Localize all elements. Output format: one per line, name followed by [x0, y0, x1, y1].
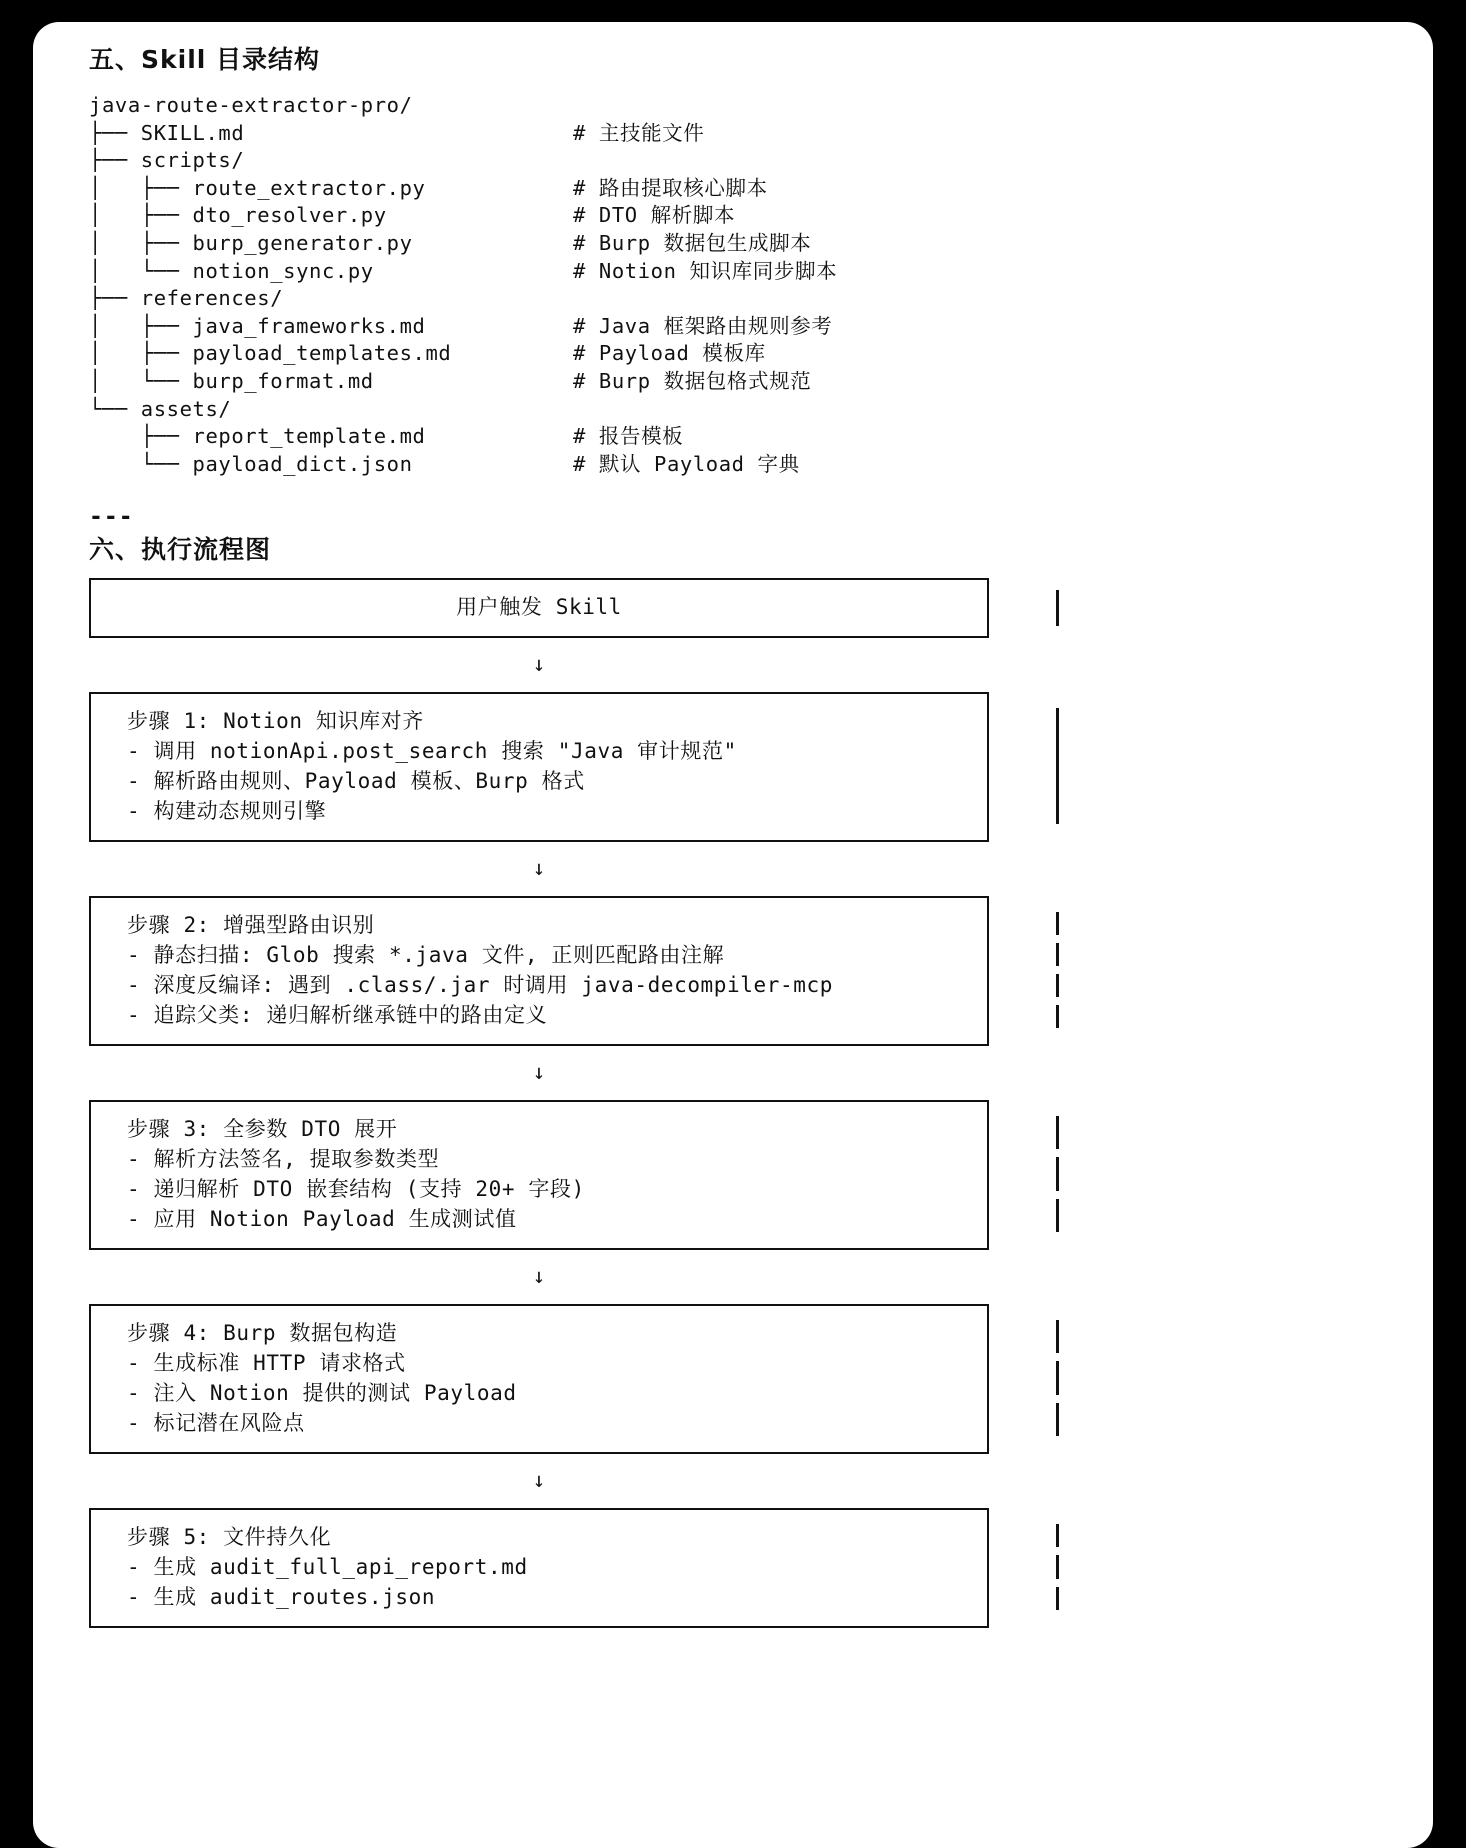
flow-arrow-down-icon: ↓ — [532, 1264, 546, 1288]
tree-comment: # Payload 模板库 — [573, 341, 766, 366]
tree-row — [89, 230, 1409, 258]
flow-arrow-down-icon: ↓ — [532, 856, 546, 880]
tree-path: │ ├── dto_resolver.py — [89, 203, 387, 228]
edge-tick-mark — [1056, 974, 1059, 997]
edge-tick-mark — [1056, 1116, 1059, 1149]
tree-row — [89, 313, 1409, 341]
tree-row — [89, 147, 1409, 175]
tree-comment: # 路由提取核心脚本 — [573, 175, 768, 200]
tree-path: ├── report_template.md — [89, 424, 426, 449]
flow-node-bullet: - 生成标准 HTTP 请求格式 — [127, 1351, 406, 1375]
flow-node-title: 步骤 5: 文件持久化 — [127, 1525, 332, 1549]
edge-tick-mark — [1056, 943, 1059, 966]
flow-chart — [89, 578, 1379, 1628]
tree-path: ├── SKILL.md — [89, 120, 245, 145]
flow-node-trigger — [89, 578, 989, 638]
flow-node-step-3 — [89, 1100, 989, 1250]
section-title-flow-chart: 六、执行流程图 — [89, 535, 272, 564]
tree-path: ├── scripts/ — [89, 148, 245, 173]
tree-row — [89, 202, 1409, 230]
document-card — [33, 22, 1433, 1848]
tree-row — [89, 396, 1409, 424]
tree-comment: # 报告模板 — [573, 424, 684, 449]
flow-node-step-1 — [89, 692, 989, 842]
tree-path: ├── references/ — [89, 286, 284, 311]
tree-row — [89, 258, 1409, 286]
flow-node-bullet: - 递归解析 DTO 嵌套结构 (支持 20+ 字段) — [127, 1177, 585, 1201]
flow-node-step-5 — [89, 1508, 989, 1628]
flow-node-bullet: - 调用 notionApi.post_search 搜索 "Java 审计规范" — [127, 739, 737, 763]
edge-tick-mark — [1056, 1361, 1059, 1394]
edge-tick-mark — [1056, 708, 1059, 824]
tree-row — [89, 368, 1409, 396]
tree-row — [89, 340, 1409, 368]
tree-path: └── assets/ — [89, 396, 232, 421]
flow-arrow-down-icon: ↓ — [532, 652, 546, 676]
edge-tick-mark — [1056, 1199, 1059, 1232]
flow-arrow-down-icon: ↓ — [532, 1468, 546, 1492]
flow-node-title: 步骤 2: 增强型路由识别 — [127, 913, 375, 937]
flow-node-bullet: - 静态扫描: Glob 搜索 *.java 文件, 正则匹配路由注解 — [127, 943, 725, 967]
tree-row — [89, 451, 1409, 479]
tree-path: │ ├── route_extractor.py — [89, 175, 426, 200]
edge-tick-mark — [1056, 912, 1059, 935]
flow-node-bullet: - 深度反编译: 遇到 .class/.jar 时调用 java-decompiler-mcp — [127, 973, 833, 997]
edge-tick-mark — [1056, 1005, 1059, 1028]
flow-node-bullet: - 注入 Notion 提供的测试 Payload — [127, 1381, 517, 1405]
flow-node-bullet: - 生成 audit_full_api_report.md — [127, 1555, 528, 1579]
tree-row — [89, 120, 1409, 148]
edge-tick-mark — [1056, 1320, 1059, 1353]
tree-comment: # DTO 解析脚本 — [573, 203, 736, 228]
horizontal-rule-dashes: --- — [89, 504, 134, 530]
directory-tree — [89, 92, 1409, 478]
flow-node-title: 用户触发 Skill — [456, 595, 622, 619]
tree-comment: # Notion 知识库同步脚本 — [573, 258, 838, 283]
tree-comment: # Burp 数据包格式规范 — [573, 368, 812, 393]
flow-node-bullet: - 追踪父类: 递归解析继承链中的路由定义 — [127, 1003, 548, 1027]
tree-row — [89, 92, 1409, 120]
flow-node-bullet: - 标记潜在风险点 — [127, 1411, 305, 1435]
tree-row — [89, 175, 1409, 203]
flow-node-bullet: - 应用 Notion Payload 生成测试值 — [127, 1207, 517, 1231]
edge-tick-mark — [1056, 590, 1059, 626]
tree-path: │ ├── burp_generator.py — [89, 230, 413, 255]
tree-comment: # 主技能文件 — [573, 120, 705, 145]
section-title-skill-structure: 五、Skill 目录结构 — [89, 45, 321, 74]
tree-path: java-route-extractor-pro/ — [89, 93, 413, 117]
tree-path: │ ├── payload_templates.md — [89, 341, 452, 366]
edge-tick-mark — [1056, 1524, 1059, 1547]
flow-node-title: 步骤 4: Burp 数据包构造 — [127, 1321, 398, 1345]
edge-tick-mark — [1056, 1555, 1059, 1578]
tree-row — [89, 285, 1409, 313]
tree-row — [89, 423, 1409, 451]
tree-path: │ └── burp_format.md — [89, 368, 374, 393]
flow-node-step-2 — [89, 896, 989, 1046]
edge-tick-mark — [1056, 1403, 1059, 1436]
flow-node-title: 步骤 3: 全参数 DTO 展开 — [127, 1117, 398, 1141]
flow-node-bullet: - 构建动态规则引擎 — [127, 799, 327, 823]
flow-node-bullet: - 解析方法签名, 提取参数类型 — [127, 1147, 440, 1171]
flow-arrow-down-icon: ↓ — [532, 1060, 546, 1084]
tree-comment: # 默认 Payload 字典 — [573, 451, 800, 476]
edge-tick-mark — [1056, 1157, 1059, 1190]
tree-path: │ └── notion_sync.py — [89, 258, 374, 283]
flow-node-step-4 — [89, 1304, 989, 1454]
flow-node-bullet: - 解析路由规则、Payload 模板、Burp 格式 — [127, 769, 585, 793]
edge-tick-mark — [1056, 1587, 1059, 1610]
tree-comment: # Java 框架路由规则参考 — [573, 313, 833, 338]
tree-path: └── payload_dict.json — [89, 451, 413, 476]
tree-comment: # Burp 数据包生成脚本 — [573, 230, 812, 255]
tree-path: │ ├── java_frameworks.md — [89, 313, 426, 338]
flow-node-title: 步骤 1: Notion 知识库对齐 — [127, 709, 424, 733]
flow-node-bullet: - 生成 audit_routes.json — [127, 1585, 436, 1609]
